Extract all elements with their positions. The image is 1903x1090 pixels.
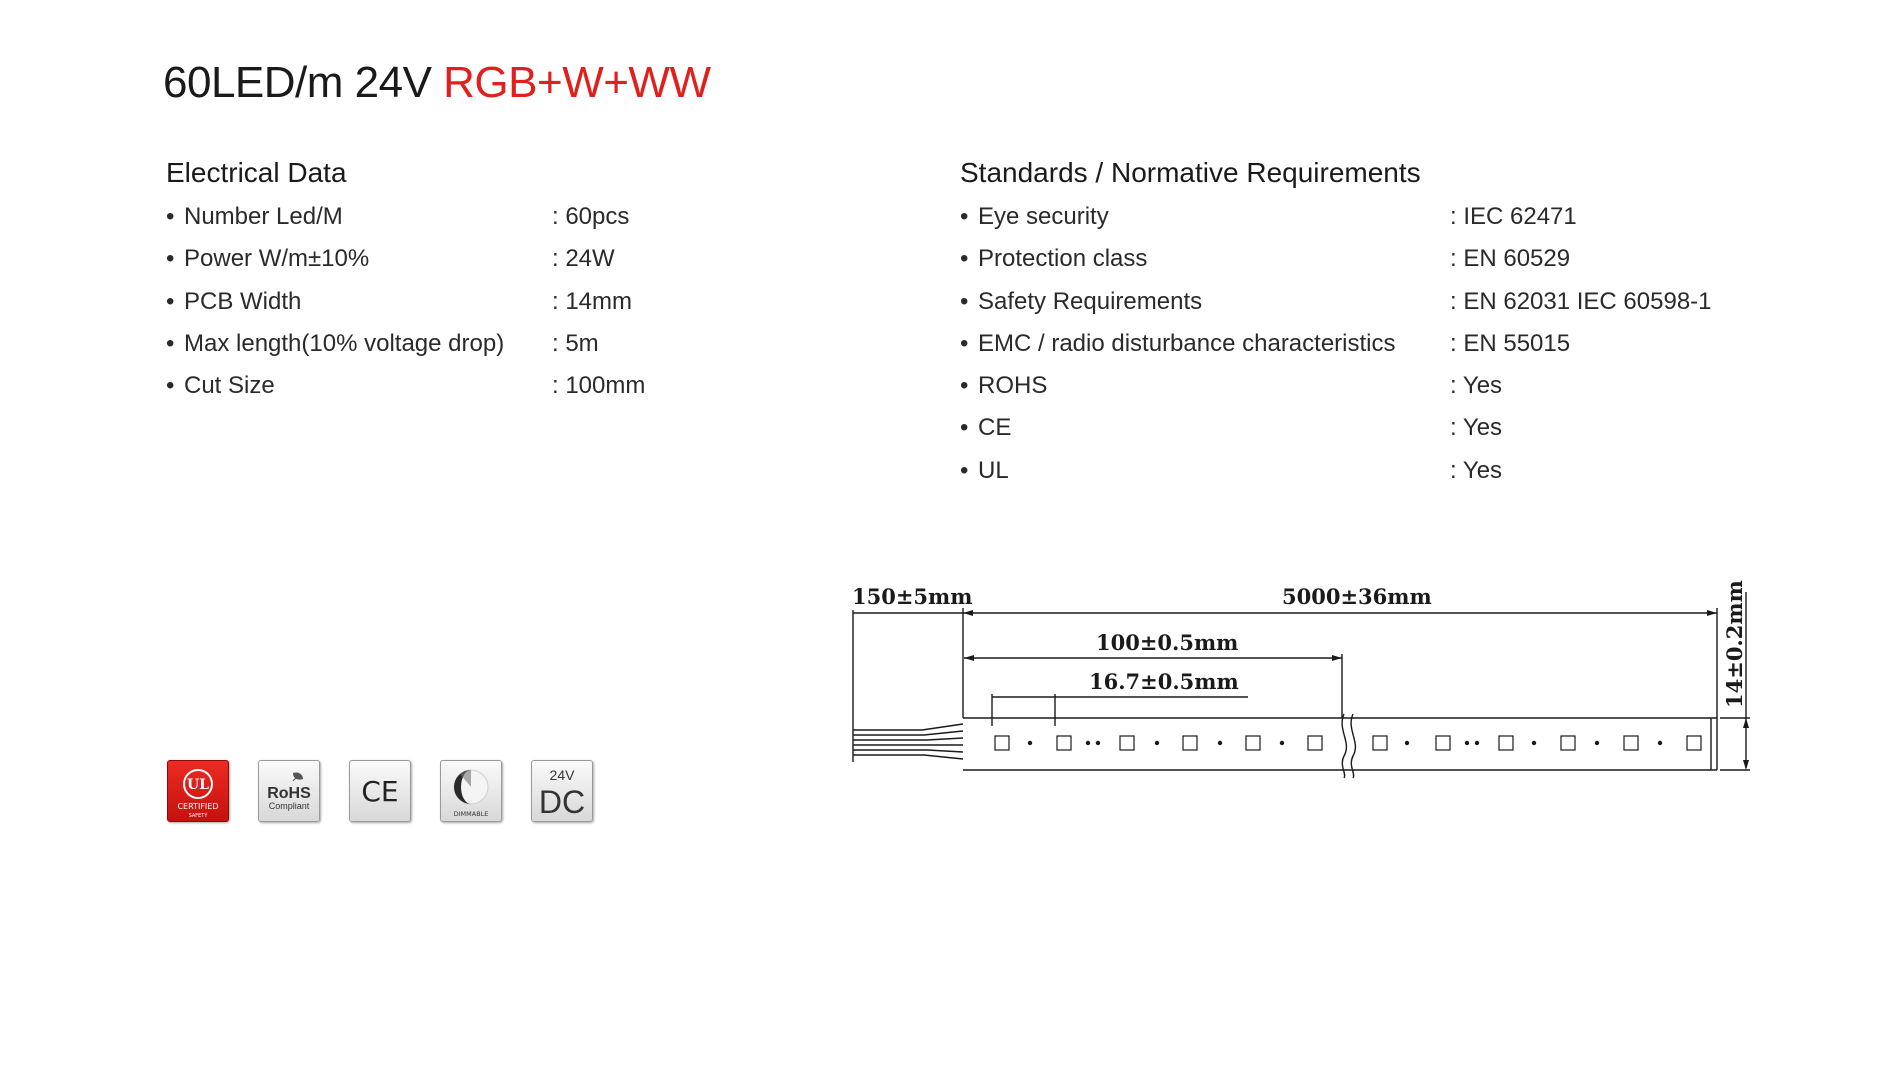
bullet: • [960,203,969,230]
row-label: EMC / radio disturbance characteristics [978,329,1396,357]
dc-24v-icon [531,760,593,822]
standards-row [958,284,1712,326]
row-value: : EN 60529 [1450,245,1571,273]
row-value: : 14mm [552,287,633,315]
electrical-row [164,368,646,410]
row-value: : 5m [552,329,599,357]
dc-text: DC [538,784,586,820]
bullet: • [960,245,969,273]
standards-row [958,368,1503,410]
row-label: Max length(10% voltage drop) [184,329,505,357]
row-label: ROHS [978,372,1048,400]
bullet: • [166,329,175,357]
strip-dimension-diagram [842,580,1772,800]
electrical-data-section [164,157,646,410]
ul-certified-icon [167,760,229,822]
row-label: CE [978,414,1012,442]
electrical-data-heading: Electrical Data [166,157,347,188]
bullet: • [960,287,969,315]
row-label: Power W/m±10% [184,245,370,273]
standards-row [958,241,1571,283]
dimmable-text: DIMMABLE [453,810,489,818]
row-label: Safety Requirements [978,287,1203,315]
standards-row [958,410,1503,452]
row-value: : IEC 62471 [1450,203,1577,230]
title-accent: RGB+W+WW [443,58,711,107]
electrical-row [164,199,630,241]
row-label: Eye security [978,203,1109,230]
standards-section [958,157,1712,495]
bullet: • [166,372,175,400]
cut-length-label: 100±0.5mm [1096,630,1239,655]
electrical-row [164,284,633,326]
bullet: • [960,456,969,484]
lead-length-label: 150±5mm [852,584,973,609]
rohs-compliant-icon [258,760,320,822]
title-main: 60LED/m 24V [163,58,444,107]
standards-row [958,326,1571,368]
row-label: UL [978,456,1009,484]
row-value: : 24W [552,245,615,273]
row-label: PCB Width [184,287,302,315]
row-value: : EN 62031 IEC 60598-1 [1450,287,1712,315]
row-value: : 60pcs [552,203,630,230]
page-title [163,58,710,108]
row-label: Cut Size [184,372,275,400]
rohs-sub-text: Compliant [268,801,310,811]
bullet: • [166,203,175,230]
standards-row [958,453,1503,495]
standards-row [958,199,1577,241]
bullet: • [960,414,969,442]
row-label: Protection class [978,245,1148,273]
standards-heading: Standards / Normative Requirements [960,157,1421,188]
row-value: : EN 55015 [1450,329,1571,357]
row-value: : Yes [1450,372,1503,400]
bullet: • [960,329,969,357]
row-label: Number Led/M [184,203,343,230]
bullet: • [960,372,969,400]
ul-certified-text: CERTIFIED [177,802,219,811]
row-value: : Yes [1450,456,1503,484]
ul-mark-text: UL [186,777,210,793]
rohs-title-text: RoHS [267,785,311,802]
electrical-row [164,326,599,368]
electrical-data-list [164,199,646,410]
total-length-label: 5000±36mm [1282,584,1432,609]
dimmable-icon [440,760,502,822]
ce-text: CE [361,775,399,808]
width-label: 14±0.2mm [1722,580,1747,708]
ce-mark-icon [349,760,411,822]
pitch-label: 16.7±0.5mm [1089,669,1239,694]
row-value: : 100mm [552,372,646,400]
standards-list [958,199,1712,495]
ul-safety-text: SAFETY [188,813,208,819]
bullet: • [166,245,175,273]
dc-volt-text: 24V [549,767,575,783]
bullet: • [166,287,175,315]
row-value: : Yes [1450,414,1503,442]
electrical-row [164,241,615,283]
